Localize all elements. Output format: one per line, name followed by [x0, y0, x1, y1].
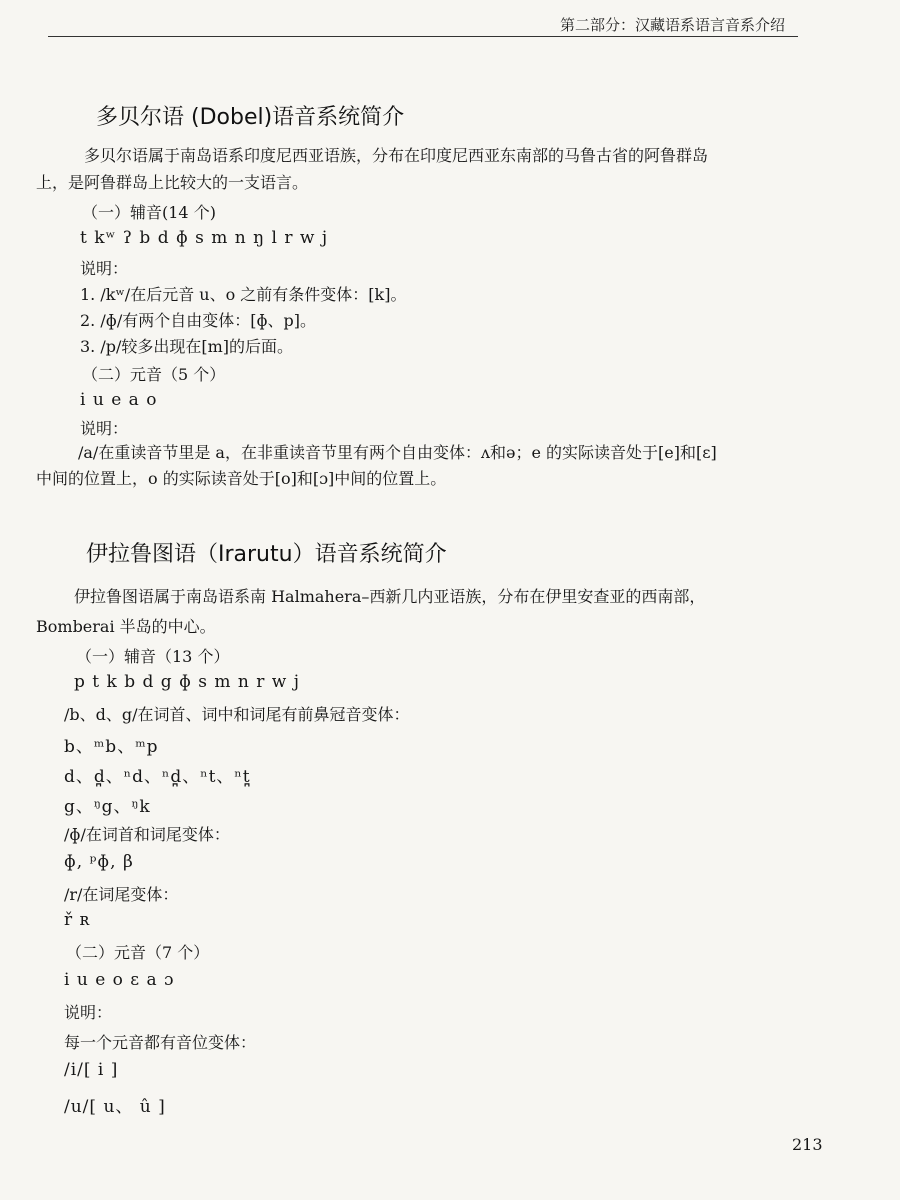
- section-2-allophone-i: /i/[ i ]: [64, 1060, 119, 1080]
- section-1-vowel-note-line-1: /a/在重读音节里是 a，在非重读音节里有两个自由变体：ʌ和ə；e 的实际读音处于[e]和[ɛ]: [78, 443, 717, 462]
- section-1-vowel-note-label: 说明：: [80, 419, 129, 438]
- section-2-line: /b、d、g/在词首、词中和词尾有前鼻冠音变体：: [64, 705, 410, 724]
- section-2-intro-line-2: Bomberai 半岛的中心。: [36, 617, 216, 636]
- section-2-line: d、d̪、ⁿd、ⁿd̪、ⁿt、ⁿt̪: [64, 767, 251, 787]
- section-2-line: ř ʀ: [64, 910, 91, 930]
- section-1-note-label: 说明：: [80, 259, 129, 278]
- section-2-consonant-inventory: p t k b d g ɸ s m n r w j: [74, 672, 301, 692]
- section-2-note-label: 说明：: [64, 1003, 113, 1022]
- section-1-title: 多贝尔语 (Dobel)语音系统简介: [96, 105, 405, 130]
- section-2-line: /r/在词尾变体：: [64, 885, 179, 904]
- section-2-line: ɸ, ᵖɸ, β: [64, 852, 134, 872]
- section-2-vowel-note: 每一个元音都有音位变体：: [64, 1033, 257, 1052]
- running-header: 第二部分：汉藏语系语言音系介绍: [560, 16, 786, 34]
- section-1-vowel-note-line-2: 中间的位置上，o 的实际读音处于[o]和[ɔ]中间的位置上。: [36, 469, 447, 488]
- section-2-vowel-inventory: i u e o ɛ a ɔ: [64, 970, 175, 990]
- page-number: 213: [792, 1135, 823, 1154]
- section-2-intro-line-1: 伊拉鲁图语属于南岛语系南 Halmahera–西新几内亚语族，分布在伊里安查亚的西南部，: [74, 587, 706, 606]
- section-2-consonant-heading: （一）辅音（13 个）: [76, 647, 230, 666]
- section-1-vowel-heading: （二）元音（5 个）: [82, 365, 226, 384]
- section-2-line: g、ᵑg、ᵑk: [64, 797, 151, 817]
- section-2-line: /ɸ/在词首和词尾变体：: [64, 825, 230, 844]
- section-1-vowel-inventory: i u e a o: [80, 390, 158, 410]
- section-1-note-1: 1. /kʷ/在后元音 u、o 之前有条件变体：[k]。: [80, 285, 407, 304]
- section-2-vowel-heading: （二）元音（7 个）: [66, 943, 210, 962]
- section-1-note-3: 3. /p/较多出现在[m]的后面。: [80, 337, 294, 356]
- header-rule: [48, 36, 798, 37]
- section-1-intro-line-2: 上，是阿鲁群岛上比较大的一支语言。: [36, 173, 309, 192]
- section-2-title: 伊拉鲁图语（Irarutu）语音系统简介: [86, 542, 447, 567]
- section-1-note-2: 2. /ɸ/有两个自由变体：[ɸ、p]。: [80, 311, 317, 330]
- section-1-intro-line-1: 多贝尔语属于南岛语系印度尼西亚语族，分布在印度尼西亚东南部的马鲁古省的阿鲁群岛: [84, 146, 709, 165]
- section-1-consonant-inventory: t kʷ ʔ b d ɸ s m n ŋ l r w j: [80, 228, 329, 248]
- section-2-line: b、ᵐb、ᵐp: [64, 737, 159, 757]
- section-1-consonant-heading: （一）辅音(14 个): [82, 203, 216, 222]
- section-2-allophone-u: /u/[ u、 û ]: [64, 1097, 166, 1117]
